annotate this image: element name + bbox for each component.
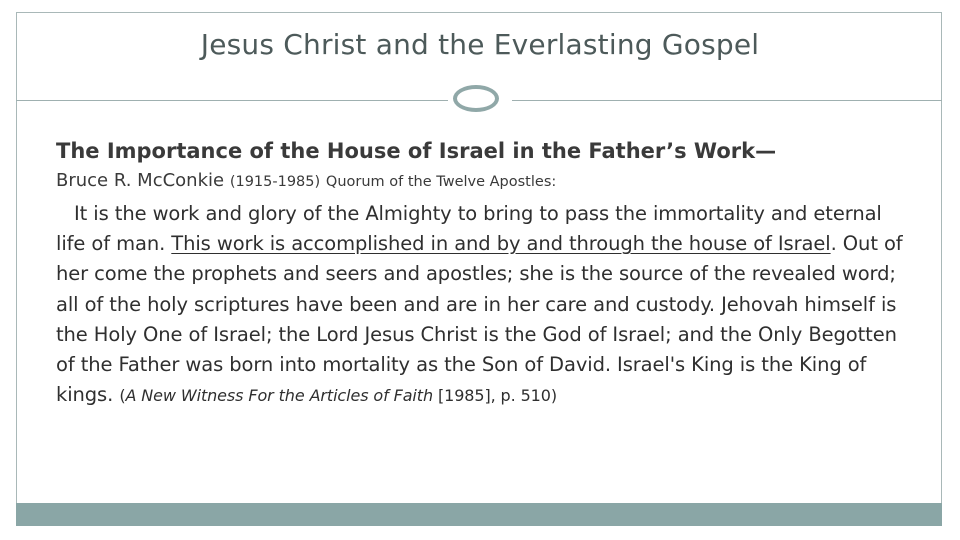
citation-open-paren: ( [119, 386, 126, 406]
author-name: Bruce R. McConkie [56, 170, 225, 191]
divider-ring-ornament [453, 85, 499, 112]
quote-attribution [56, 166, 912, 197]
slide-content [56, 136, 912, 411]
quote-body [56, 199, 912, 411]
author-role: Quorum of the Twelve Apostles: [325, 174, 557, 190]
quote-underlined-text: This work is accomplished in and by and through the house of Israel [171, 232, 831, 256]
title-divider-left [16, 100, 448, 101]
author-years: (1915-1985) [229, 174, 321, 190]
citation-details: [1985], p. 510) [433, 386, 557, 406]
citation-title: A New Witness For the Articles of Faith [125, 386, 433, 406]
quote-heading: The Importance of the House of Israel in the Father’s Work— [56, 139, 777, 163]
slide-title: Jesus Christ and the Everlasting Gospel [200, 28, 760, 61]
footer-accent-bar [16, 503, 942, 526]
quote-text-part1: It is the work and glory of the Almighty to bring to pass the immortality and eternal life of man. [56, 202, 882, 256]
title-divider-right [512, 100, 942, 101]
quote-text-part2: . Out of her come the prophets and seers and apostles; she is the source of the revealed word; all of the holy scriptures have been and are in her care and custody. Jehovah himself is the Holy One of Israel; the Lord Jesus Christ is the God of Israel; and the Only Begotten of the Father was born into mortality as the Son of David. Israel's King is the King of kings. [56, 232, 903, 407]
